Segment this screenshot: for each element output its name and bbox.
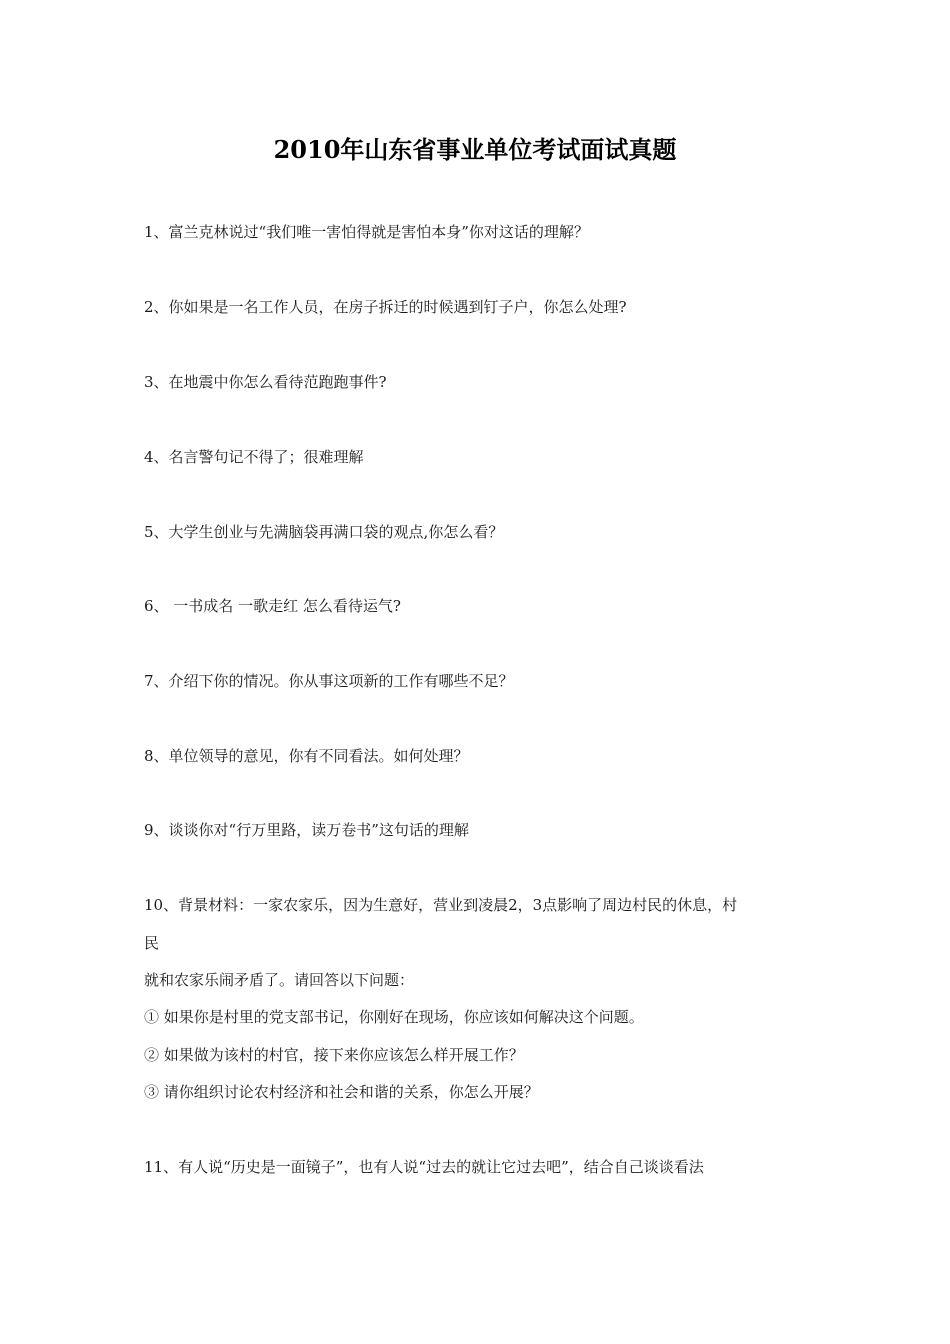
question-5: 5、大学生创业与先满脑袋再满口袋的观点,你怎么看？ [144,523,504,541]
question-10-sub-3: ③ 请你组织讨论农村经济和社会和谐的关系，你怎么开展？ [144,1083,539,1101]
question-4: 4、名言警句记不得了；很难理解 [144,448,364,466]
question-7: 7、介绍下你的情况。你从事这项新的工作有哪些不足？ [144,672,514,690]
page-title: 2010年山东省事业单位考试面试真题 [273,135,677,164]
question-3: 3、在地震中你怎么看待范跑跑事件? [144,373,387,391]
question-11: 11、有人说“历史是一面镜子”，也有人说“过去的就让它过去吧”，结合自己谈谈看法 [144,1158,704,1176]
question-1: 1、富兰克林说过“我们唯一害怕得就是害怕本身”你对这话的理解？ [144,223,589,241]
question-10-line-1: 10、背景材料：一家农家乐，因为生意好，营业到凌晨2，3点影响了周边村民的休息，村 [144,896,738,914]
question-10-line-2: 民 [144,934,160,952]
question-8: 8、单位领导的意见，你有不同看法。如何处理？ [144,747,469,765]
question-9: 9、谈谈你对“行万里路，读万卷书”这句话的理解 [144,821,469,839]
question-10-sub-1: ① 如果你是村里的党支部书记，你刚好在现场，你应该如何解决这个问题。 [144,1008,644,1026]
question-2: 2、你如果是一名工作人员，在房子拆迁的时候遇到钉子户，你怎么处理? [144,298,627,316]
question-6: 6、 一书成名 一歌走红 怎么看待运气? [144,597,401,615]
question-10-line-3: 就和农家乐闹矛盾了。请回答以下问题： [144,971,415,989]
question-10-sub-2: ② 如果做为该村的村官，接下来你应该怎么样开展工作？ [144,1046,524,1064]
